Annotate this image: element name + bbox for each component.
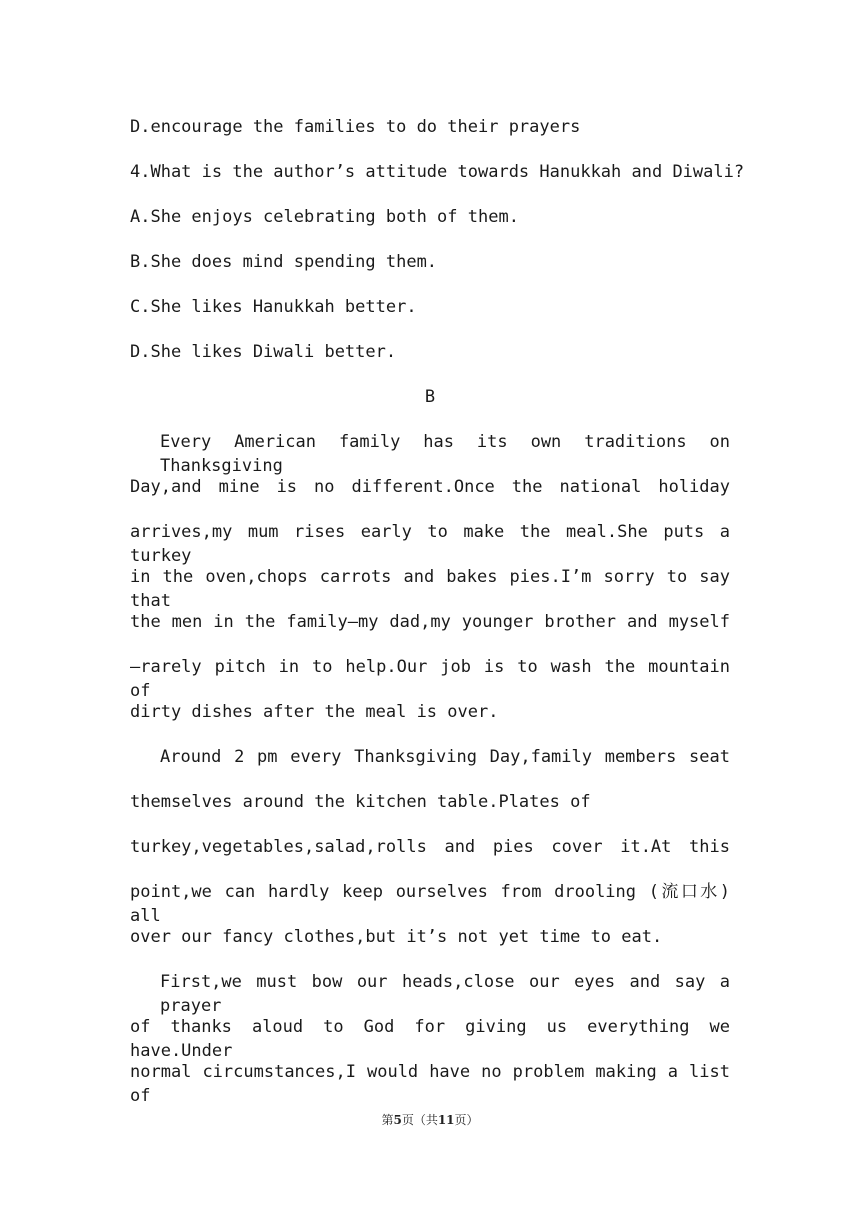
page-footer [0, 1111, 860, 1129]
paragraph-line: Every American family has its own traditions on Thanksgiving [160, 432, 730, 476]
paragraph-line: of thanks aloud to God for giving us everything we have.Under [130, 1017, 730, 1061]
footer-total-pages: 11 [437, 1113, 455, 1127]
footer-suffix: 页） [454, 1113, 479, 1127]
paragraph-line: themselves around the kitchen table.Plates of [130, 792, 591, 812]
footer-middle: 页（共 [401, 1113, 438, 1127]
paragraph-line: dirty dishes after the meal is over. [130, 702, 499, 722]
paragraph-line: point,we can hardly keep ourselves from drooling (流口水) all [130, 882, 730, 926]
paragraph-line: First,we must bow our heads,close our eyes and say a prayer [160, 972, 730, 1016]
paragraph-line: the men in the family—my dad,my younger brother and myself [130, 612, 730, 632]
question-4: 4.What is the author’s attitude towards Hanukkah and Diwali? [130, 162, 745, 182]
option-d: D.She likes Diwali better. [130, 342, 397, 362]
option-b: B.She does mind spending them. [130, 252, 438, 272]
footer-page-number: 5 [393, 1113, 402, 1127]
paragraph-line: —rarely pitch in to help.Our job is to wash the mountain of [130, 657, 730, 701]
paragraph-line: Around 2 pm every Thanksgiving Day,family members seat [160, 747, 730, 767]
paragraph-line: over our fancy clothes,but it’s not yet time to eat. [130, 927, 663, 947]
option-a: A.She enjoys celebrating both of them. [130, 207, 519, 227]
paragraph-line: in the oven,chops carrots and bakes pies.I’m sorry to say that [130, 567, 730, 611]
footer-prefix: 第 [381, 1113, 394, 1127]
option-c: C.She likes Hanukkah better. [130, 297, 417, 317]
section-letter: B [424, 387, 436, 407]
paragraph-line: Day,and mine is no different.Once the national holiday [130, 477, 730, 497]
paragraph-line: arrives,my mum rises early to make the meal.She puts a turkey [130, 522, 730, 566]
option-d-previous-question: D.encourage the families to do their prayers [130, 117, 581, 137]
paragraph-line: normal circumstances,I would have no problem making a list of [130, 1062, 730, 1106]
paragraph-line: turkey,vegetables,salad,rolls and pies cover it.At this [130, 837, 730, 857]
